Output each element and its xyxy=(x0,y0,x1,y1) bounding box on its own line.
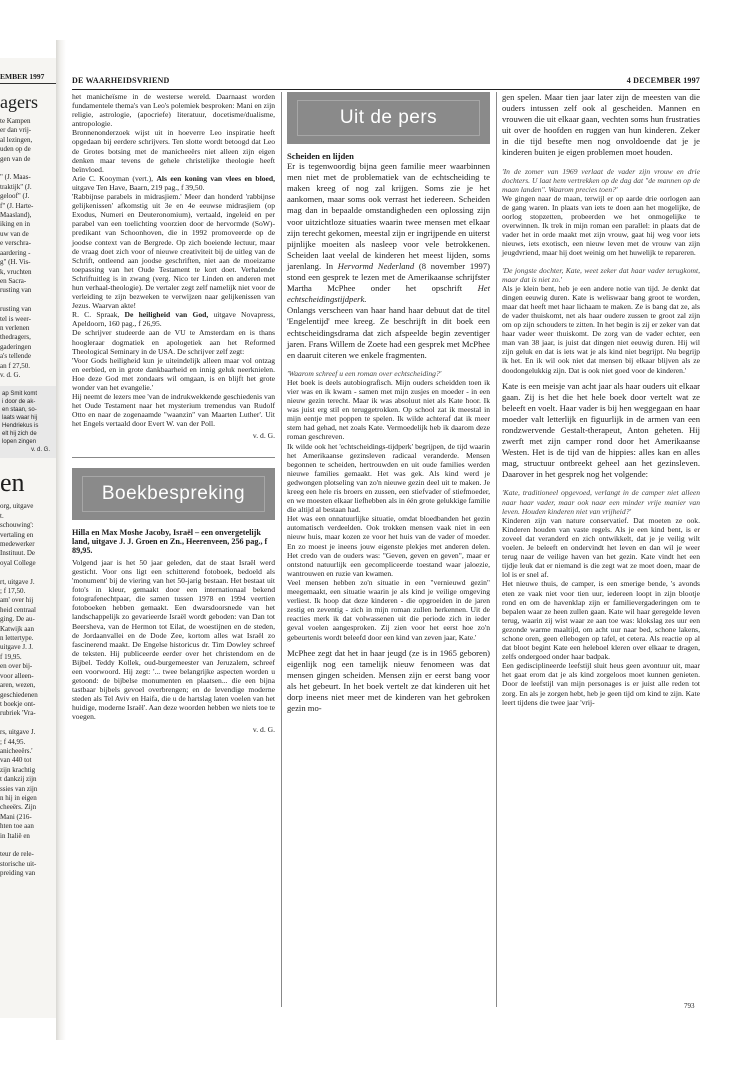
facing-page-line: am' over hij xyxy=(0,596,34,605)
facing-page-line: zijn krachtig xyxy=(0,765,36,774)
facing-page-line: n lettertype. xyxy=(0,634,34,643)
book-title: De heiligheid van God, xyxy=(124,310,209,320)
book-details: uitgave Ten Have, Baarn, 219 pag., f 39,50. xyxy=(72,182,205,192)
facing-page-line: medewerker xyxy=(0,540,35,548)
signature: v. d. G. xyxy=(252,431,275,441)
facing-page-line: Hendriekus is xyxy=(2,423,39,430)
interview-answer: Het boek is deels autobiografisch. Mijn ouders scheidden toen ik vier was en ik kwam - samen met mijn zusjes en moeder - in een nieuw gezin terecht. Maar ik was absoluut niet als Kate hoor. Ik was juist erg stil en teruggetrokken. Op school zat ik meestal in mijn eentje met poppen te spelen. Ik wilde achteraf dat ik meer stem had gehad, net zoals Kate. Vermoedelijk heb ik daarom deze roman geschreven. xyxy=(287,377,490,442)
facing-page-line: Mani (216- xyxy=(0,812,32,821)
facing-page-line: ap Smit komt xyxy=(2,391,38,398)
facing-page-line: geloof" (J. xyxy=(0,192,30,201)
facing-page-line: teur de rele- xyxy=(0,850,34,859)
book-entry xyxy=(72,174,275,192)
facing-page-line: n hij in eigen xyxy=(0,793,37,802)
facing-page-line: voor alleen- xyxy=(0,671,34,680)
facing-page-line: iking en in xyxy=(0,220,30,229)
facing-page-line xyxy=(0,164,56,173)
facing-page-line: laats waar hij xyxy=(2,415,38,422)
book-author: Arie C. Kooyman (vert.), xyxy=(72,173,154,183)
facing-page-line: f 19,95. xyxy=(0,652,22,661)
facing-page-line: an f 27,50. xyxy=(0,361,30,370)
page-spine-shadow xyxy=(56,40,66,1040)
facing-page-column-a xyxy=(0,117,56,380)
review-heading: Hilla en Max Moshe Jacoby, Israël – een onvergetelijk land, uitgave J. J. Groen en Zn., Heerenveen, 256 pag., f 89,95. xyxy=(72,527,268,555)
column-3 xyxy=(502,92,700,707)
book-entry xyxy=(72,310,275,328)
facing-page-line: vertaling en xyxy=(0,530,34,539)
column-1 xyxy=(72,92,275,734)
facing-page-line: Maasland), xyxy=(0,211,32,220)
facing-page-line: ; f 44,95. xyxy=(0,737,26,746)
interview-answer: Ik wilde ook het 'echtscheidings-tijdperk' begrijpen, de tijd waarin het Amerikaanse gezinsleven radicaal veranderde. Mensen begonnen te scheiden, hertrouwden en uit oude families werden nieuwe families gemaakt. Het was gek. Als kind werd je gedwongen plotseling van zo'n nieuwe gezin deel uit te maken. Je kreeg een hele ris broers en zussen, een stiefvader of stiefmoeder, en we moesten elkaar liefhebben als in één grote gelukkige familie die altijd al bestaan had. xyxy=(287,441,490,515)
facing-page-line: storische uit- xyxy=(0,859,37,868)
book-title: Als een koning van vlees en bloed, xyxy=(156,173,275,183)
interview-question: 'Kate, traditioneel opgevoed, verlangt in de camper niet alleen naar haar vader, maar ook naar een minder vrije manier van leven. Houden kinderen niet van vrijheid?' xyxy=(502,488,700,516)
lead-source-date: (8 november 1997) stond een gesprek te lezen met de Amerikaanse schrijfster Martha McPhee onder het opschrift xyxy=(287,260,490,294)
facing-page-line: org, uitgave xyxy=(0,502,34,511)
column-rule xyxy=(281,92,282,1007)
facing-page-line xyxy=(0,719,56,728)
facing-page-line: aren, wezen, xyxy=(0,681,36,690)
facing-page-line: k, vruchten xyxy=(0,267,32,276)
paragraph: 'Rabbijnse parabels in midrasjiem.' Meer dan honderd 'rabbijnse gelijkenissen' afkomstig uit 3e en 4e eeuwse midrasjiem (op Exodus, Numeri en Deuteronomium), vertaald, ingeleid en per parabel van een toelichting voorzien door de hervormde (SoW)-predikant van Schoonhoven, die in 1992 promoveerde op de joodse context van de Bergrede. Op zich boeiende lectuur, maar de vraag doet zich voor of nieuwe creativiteit bij de uitleg van de Schrift, ontleend aan joodse geschriften, niet aan de moeizame toepassing van het Oude Testament te kort doet. Verhalende Schriftuitleg is in zwang (verg. Nico ter Linden en anderen met hun verhaal-theologie). De vertaler zegt zelf namelijk niet voor de verleiding te zijn bezweken te verwijzen naar gelijkenissen van Jezus. Waarvan akte! xyxy=(72,192,275,311)
article-paragraph: Kate is een meisje van acht jaar als haar ouders uit elkaar gaan. Zij is het die het hele boek door vertelt wat ze beleeft en voelt. Haar vader is bij hen weggegaan en haar moeder valt letterlijk en figuurlijk in de armen van een rondzwervende Gestalt-therapeut, Anton geheten. Hij zwerft met zijn camper rond door het Amerikaanse Westen. Het is de tijd van de hippies: alles kan en alles mag, structuur ontbreekt geheel aan het gezinsleven. Daarover in het gesprek nog het volgende: xyxy=(502,380,700,480)
facing-page-column-b xyxy=(0,502,56,878)
lead-source-title: Het echtscheidingstijdperk. xyxy=(287,283,490,305)
facing-page-box-signature: v. d. G. xyxy=(31,447,50,454)
facing-page-heading-2: en xyxy=(0,468,25,498)
facing-page-line: geschiedenen xyxy=(0,690,38,699)
book-details: uitgave Novapress, Apeldoorn, 160 pag., f 26,95. xyxy=(72,310,275,329)
facing-page-line: van 440 tot xyxy=(0,756,32,765)
page-number: 793 xyxy=(684,1002,695,1010)
facing-page-line: er dan vrij- xyxy=(0,126,32,135)
facing-page-line: aardering - xyxy=(0,248,31,257)
column-rule xyxy=(496,92,497,1007)
facing-page-line: gaderingen xyxy=(0,342,32,351)
facing-page-heading: agers xyxy=(0,92,38,112)
facing-page-line: anicheeërs.' xyxy=(0,746,33,755)
section-banner-boekbespreking xyxy=(72,468,275,520)
facing-page-line: preiding van xyxy=(0,869,36,878)
interview-answer: Een gedisciplineerde leefstijl sluit heus geen avontuur uit, maar het gaat erom dat je als kind zorgeloos moet kunnen genieten. Door de leefstijl van mijn personages is er juist alle reden tot zorg. En als je zorgen hebt, heb je geen tijd om kind te zijn. Kate leert tijdens die twee jaar 'vrij- xyxy=(502,661,700,707)
interview-answer: Als je klein bent, heb je een andere notie van tijd. Je denkt dat dingen eeuwig duren. Kate is weliswaar bang groot te worden, maar dat heeft met haar lichaam te maken. Ze is bang dat ze, als de vader thuiskomt, net als haar oudere zussen te groot zal zijn om op zijn schouders te zitten. In het begin is zij er zeker van dat haar vader weer thuiskomt. De zorg van de vader echter, een man van 38 jaar, is juist dat dingen niet eeuwig duren. Hij wil zijn geluk en dat is iets wat je als kind niet begrijpt. Nu begrijp ik het. En ik wil ook niet dat mensen bij elkaar blijven als ze doodongelukkig zijn. Dat is ook niet goed voor de kinderen.' xyxy=(502,283,700,375)
facing-page-box xyxy=(0,386,56,458)
lead-source: Hervormd Nederland xyxy=(337,260,415,271)
facing-page-line: ssies van zijn xyxy=(0,784,38,793)
facing-page-line: ; f 17,50. xyxy=(0,587,26,596)
facing-page-line: a's tellende xyxy=(0,352,31,361)
facing-page-line: t. xyxy=(0,511,4,520)
facing-page-line: uden op de xyxy=(0,145,31,154)
facing-page-line: t boekje ont- xyxy=(0,699,36,708)
facing-page-line: cheeërs. Zijn xyxy=(0,803,37,812)
article-title: Scheiden en lijden xyxy=(287,151,354,161)
article-lead xyxy=(287,161,490,305)
facing-page-header: EMBER 1997 xyxy=(0,58,56,84)
paragraph: Bronnenonderzoek wijst uit in hoeverre Leo inspiratie heeft opgedaan bij eerdere schrijvers. Ten slotte wordt betoogd dat Leo de Grotes botsing met de manicheeërs niet alleen zijn eigen denken maar tevens de gehele christelijke theologie heeft beïnvloed. xyxy=(72,128,275,174)
review-text: Volgend jaar is het 50 jaar geleden, dat de staat Israël werd gesticht. Voor ons ligt een schitterend fotoboek, bedoeld als 'monument' bij de viering van het 50-jarig bestaan. Het bestaat uit foto's in kleur, gemaakt door een internationaal bekend fotografenechtpaar, die samen tussen 1978 en 1994 veertien fotoboeken hebben gemaakt. Een dwarsdoorsnede van het landschappelijk zo gevarieerde Israël wordt geboden: van Dan tot Beersheva, van de Hermon tot Eilat, de woestijnen en de steden, de Jordaanvallei en de Dode Zee, kortom alles wat Israël zo fascinerend maakt. De Engelse historicus dr. Tim Dowley schreef de teksten. Hij publiceerde eerder over het christendom en de Bijbel. Teddy Kollek, oud-burgemeester van Jeruzalem, schreef een voorwoord. Hij zegt: '... twee belangrijke aspecten worden u getoond: de bijbelse monumenten en plaatsen... die een bijna tastbaar bijbels gevoel overbrengen; en de levendige moderne steden als Tel Aviv en Haifa, die u de hartslag laten voelen van het huidige, moderne Israël'. Aan deze woorden hebben we niets toe te voegen. xyxy=(72,557,275,722)
quote: 'Voor Gods heiligheid kun je uiteindelijk alleen maar vol ontzag en eerbied, en in grote dankbaarheid en innig geluk neerknielen. Hoe deze God met zondaars wil omgaan, is en blijft het grote wonder van het evangelie.' xyxy=(72,355,275,392)
facing-page-line: i door de ak- xyxy=(2,399,36,406)
interview-question: 'Waarom schreef u een roman over echtscheiding?' xyxy=(287,368,442,378)
interview-answer: Het was een onnatuurlijke situatie, omdat bloedbanden het gezin automatisch verdeelden. Ook trokken mensen vaak niet in een nieuw huis, maar kozen ze voor het huis van de vader of moeder. En zo moest je ineens jouw eigenste plekjes met anderen delen. Het credo van de ouders was: "Geven, geven en geven", maar er ontstond natuurlijk een gecompliceerde toestand waar jaloezie, wantrouwen en ruzie van kwamen. xyxy=(287,514,490,578)
section-divider xyxy=(72,457,275,458)
column-2 xyxy=(287,92,490,714)
facing-page-line: v. d. G. xyxy=(0,370,21,379)
running-head xyxy=(72,76,700,90)
section-banner-label: Boekbespreking xyxy=(101,483,246,505)
facing-page-line: gen van de xyxy=(0,154,31,163)
facing-page-line: uw van de xyxy=(0,229,29,238)
facing-page-line: ging. De au- xyxy=(0,615,35,624)
facing-page-line: rusting van xyxy=(0,305,32,314)
facing-page-line: " (J. Maas- xyxy=(0,173,31,182)
paragraph: het manicheïsme in de westerse wereld. Daarnaast worden fundamentele thema's van Leo's polemiek besproken: Mani en zijn religie, astrologie, (apocriefe) literatuur, docetisme/dualisme, antropologie. xyxy=(72,92,275,129)
facing-page-line: rusting van xyxy=(0,286,32,295)
facing-page-line: te Kampen xyxy=(0,117,31,125)
lead-text: Er is tegenwoordig bijna geen familie meer waarbinnen men niet met de problematiek van de echtscheiding te maken kreeg of nog zal krijgen. Soms zie je het aankomen, maar soms ook verrast het iedereen. Scheiden mag dan in bepaalde omstandigheden een oplossing zijn voor uitzichtloze situaties waarin twee mensen met elkaar zijn terecht gekomen, meestal zijn er ingrijpende en uiterst pijnlijke moeiten als nasleep voor vele betrokkenen. Scheiden laat veelal de kinderen het meest lijden, soms jarenlang. In xyxy=(287,161,490,271)
paragraph: Hij neemt de lezers mee 'van de indrukwekkende geschiedenis van het Oude Testament naar het mysterium tremendus van Rudolf Otto en naar de zogenaamde "waanzin" van Maarten Luther'. Uit het Engels vertaald door Evert W. van der Poll. xyxy=(72,392,275,429)
facing-page-line: thedragers, xyxy=(0,333,31,342)
facing-page-line xyxy=(0,841,56,850)
article-lead-2: Onlangs verscheen van haar hand haar debuut dat de titel 'Engelentijd' mee kreeg. Ze beschrijft in dit boek een echtscheidingsdrama dat zich afspeelde begin zeventiger jaren. Frans Willem de Zoete had een gesprek met McPhee en daaruit citeren we enkele fragmenten. xyxy=(287,305,490,360)
publication-date: 4 DECEMBER 1997 xyxy=(626,76,700,85)
facing-page-line: in Italië en xyxy=(0,831,30,840)
facing-page-line: rubriek 'Vra- xyxy=(0,709,36,718)
facing-page-line: g" (H. Vis- xyxy=(0,258,31,267)
facing-page-line: en staan, so- xyxy=(2,407,37,414)
signature: v. d. G. xyxy=(252,724,275,734)
facing-page-line: tel is weer- xyxy=(0,314,31,323)
article-paragraph: McPhee zegt dat het in haar jeugd (ze is in 1965 geboren) eigenlijk nog een tamelijk nieuw fenomeen was dat mensen gingen scheiden. Mensen zijn er eerst bang voor als het gebeurt. In het boek vertelt ze dat kinderen uit het dorp ineens niet meer met de kinderen van het gebroken gezin mo- xyxy=(287,647,490,714)
facing-page-line: heid centraal xyxy=(0,605,36,614)
publication-title: DE WAARHEIDSVRIEND xyxy=(72,76,170,85)
facing-page-line: f" (J. Harte- xyxy=(0,201,34,210)
facing-page-line: uitgave J. J. xyxy=(0,643,34,652)
facing-page-line: n verlenen xyxy=(0,323,30,332)
article-paragraph: gen spelen. Maar tien jaar later zijn de meesten van die ouders intussen zelf ook al gescheiden. Mannen en vrouwen die uit elkaar gaan, vechten soms hun frustraties uit over de hoofden en ruggen van hun kinderen. Zeker in die tijd besefte men nog onvoldoende dat je je kinderen buiten je eigen problemen moet houden. xyxy=(502,92,700,158)
facing-page-line: en Sacra- xyxy=(0,276,27,285)
facing-page-strip xyxy=(0,58,56,1018)
facing-page-line xyxy=(0,568,56,577)
facing-page-line: en over bij- xyxy=(0,662,33,671)
facing-page-line: Katwijk aan xyxy=(0,624,35,633)
facing-page-line: rt, uitgave J. xyxy=(0,577,35,586)
facing-page-line: e verschra- xyxy=(0,239,31,248)
interview-answer: We gingen naar de maan, terwijl er op aarde drie oorlogen aan de gang waren. In plaats van iets te doen aan het mogelijke, de oorlog stopzetten, probeerden we het onmogelijke te overwinnen. Ik trek in mijn roman een parallel: in plaats dat de vader het in orde maakt met zijn vrouw, gaat hij weg voor iets nieuws, iets exotisch, een nieuw leven met de vrouw van zijn jeugdvriend, maar hij doet weinig om het huwelijk te repareren. xyxy=(502,193,700,258)
paragraph: De schrijver studeerde aan de VU te Amsterdam en is thans hoogleraar dogmatiek en apologetiek aan het Reformed Theological Seminary in de USA. De schrijver zelf zegt: xyxy=(72,328,275,356)
facing-page-line: rs, uitgave J. xyxy=(0,728,36,737)
facing-page-line: traktijk" (J. xyxy=(0,182,32,191)
interview-question: 'De jongste dochter, Kate, weet zeker dat haar vader terugkomt, maar dat is niet zo.' xyxy=(502,265,700,284)
facing-page-line: al lezingen, xyxy=(0,135,33,144)
interview-answer: Het nieuwe thuis, de camper, is een smerige bende, 's avonds eten ze vaak niet voor tien uur, iedereen loopt in zijn blootje rond en om de havenklap zijn er familievergaderingen om te bepalen waar ze heen zullen gaan. Kate wil haar geregelde leven terug, waarin zij wist waar ze aan toe was: klokslag zes uur een gezonde warme maaltijd, om acht uur naar bed, schone lakens, schone oren, geen ellebogen op tafel, et cetera. Als reactie op al dat bloot begint Kate een heleboel kleren over elkaar te dragen, zelfs ondergoed onder haar badpak. xyxy=(502,579,700,662)
facing-page-line: oyal College xyxy=(0,558,36,567)
facing-page-line: elt hij zich de xyxy=(2,431,37,438)
book-author: R. C. Spraak, xyxy=(72,310,120,320)
facing-page-line: lopen zingen xyxy=(2,439,37,446)
facing-page-line: schouwing': xyxy=(0,521,34,530)
facing-page-line: t dankzij zijn xyxy=(0,775,37,784)
facing-page-line: Instituut. De xyxy=(0,549,35,558)
interview-question: 'In de zomer van 1969 verlaat de vader zijn vrouw en drie dochters. U laat hem vertrekken op de dag dat "de mannen op de maan landen". Waarom precies toen?' xyxy=(502,166,700,194)
facing-page-line: hten toe aan xyxy=(0,822,34,831)
interview-answer: Veel mensen hebben zo'n situatie in een "vernieuwd gezin" meegemaakt, een situatie waarin je als kind je veilige omgeving verliest. Ik hoop dat deze kinderen - die opgroeiden in de jaren zestig en zeventig - zich in mijn roman zullen herkennen. Uit de reacties merk ik dat volwassenen uit die periode zich in ieder geval voelen aangesproken. Zij zien voor het eerst hoe zo'n gebeurtenis wordt beleefd door een kind van zeven jaar, Kate.' xyxy=(287,577,490,642)
section-banner-uit-de-pers xyxy=(287,92,490,144)
facing-page-line xyxy=(0,296,56,305)
section-banner-label: Uit de pers xyxy=(339,107,438,129)
interview-answer: Kinderen zijn van nature conservatief. Dat moeten ze ook. Kinderen houden van vaste regels. Als je een kind bent, is er zoveel dat veranderd en zich ontwikkelt, dat je je veilig wilt voelen. Je beleeft en ondervindt het leven en dan wil je weer terug naar de veilige haven van het gezin. Kate vindt het een tijdje leuk dat er niemand is die zegt wat ze moet doen, maar de lol is er snel af. xyxy=(502,515,700,580)
